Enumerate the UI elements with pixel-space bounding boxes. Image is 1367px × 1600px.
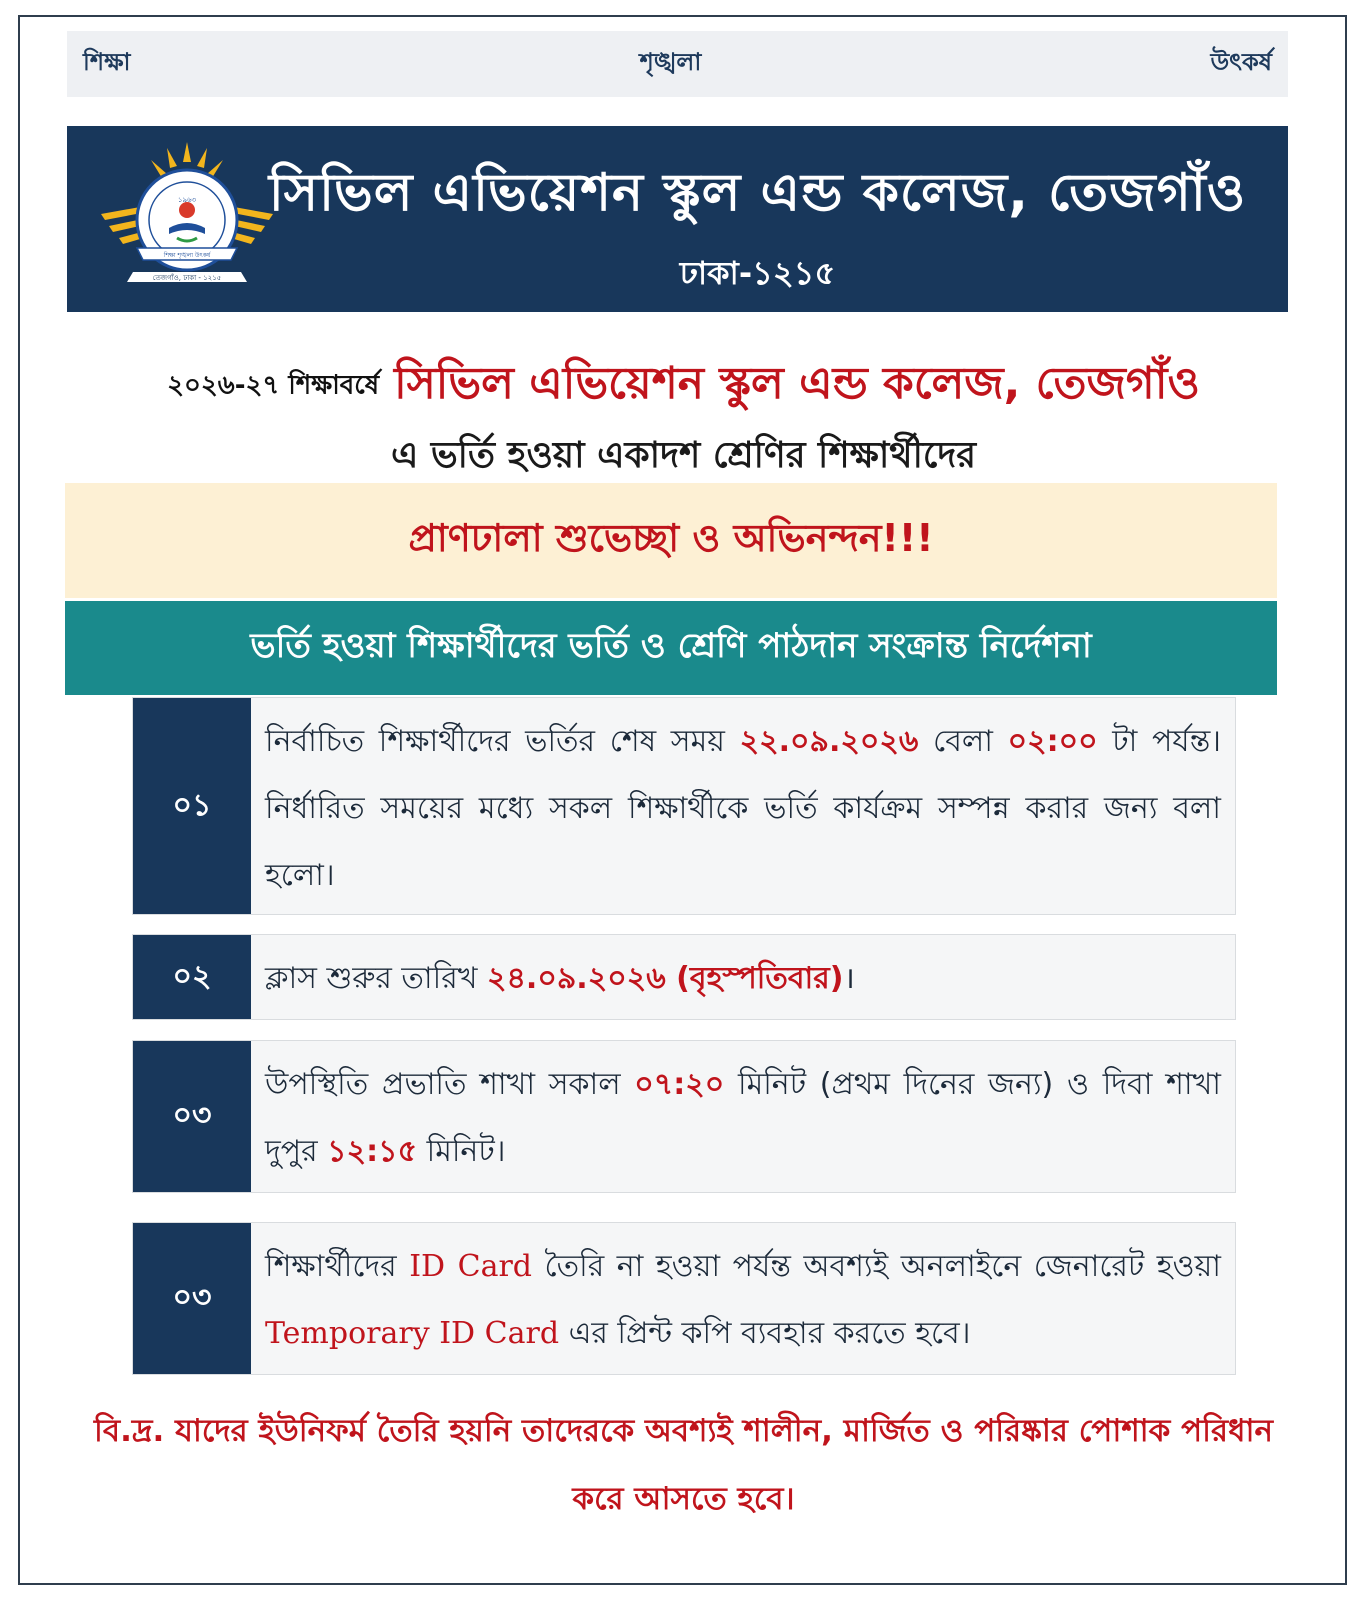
motto-right: উৎকর্ষ: [1210, 47, 1272, 76]
footnote: বি.দ্র. যাদের ইউনিফর্ম তৈরি হয়নি তাদেরকে অবশ্যই শালীন, মার্জিত ও পরিষ্কার পোশাক পরিধান করে আসতে হবে।: [94, 1413, 1273, 1517]
item-number: ০৩: [133, 1041, 251, 1192]
motto-bar: [67, 31, 1288, 97]
item-number: ০১: [133, 698, 251, 914]
item-text: ক্লাস শুরুর তারিখ ২৪.০৯.২০২৬ (বৃহস্পতিবার)।: [265, 961, 855, 996]
logo-bottom-text: তেজগাঁও, ঢাকা - ১২১৫: [152, 274, 222, 282]
congratulations-box: প্রাণঢালা শুভেচ্ছা ও অভিনন্দন!!!: [65, 483, 1277, 598]
motto-left: শিক্ষা: [83, 47, 131, 76]
intro-line-1: [0, 350, 1367, 423]
item-text: শিক্ষার্থীদের ID Card তৈরি না হওয়া পর্যন্ত অবশ্যই অনলাইনে জেনারেট হওয়া Temporary ID Card এর প্রিন্ট কপি ব্যবহার করতে হবে।: [265, 1249, 1221, 1351]
motto-center: শৃঙ্খলা: [639, 47, 702, 76]
session-prefix: ২০২৬-২৭ শিক্ষাবর্ষে: [167, 370, 380, 401]
item-number: ০২: [133, 935, 251, 1019]
school-address: ঢাকা-১২১৫: [679, 254, 836, 292]
instruction-item-1: [132, 697, 1236, 915]
intro-line-2: এ ভর্তি হওয়া একাদশ শ্রেণির শিক্ষার্থীদের: [390, 435, 977, 476]
item-number: ০৩: [133, 1223, 251, 1374]
instruction-item-4: [132, 1222, 1236, 1375]
item-text: উপস্থিতি প্রভাতি শাখা সকাল ০৭:২০ মিনিট (প্রথম দিনের জন্য) ও দিবা শাখা দুপুর ১২:১৫ মিনিট।: [265, 1067, 1221, 1169]
logo-ribbon-text: শিক্ষা শৃঙ্খলা উৎকর্ষ: [163, 252, 211, 259]
school-name-heading: সিভিল এভিয়েশন স্কুল এন্ড কলেজ, তেজগাঁও: [268, 163, 1247, 223]
intro-school-name: সিভিল এভিয়েশন স্কুল এন্ড কলেজ, তেজগাঁও: [394, 358, 1200, 409]
item-text: নির্বাচিত শিক্ষার্থীদের ভর্তির শেষ সময় ২২.০৯.২০২৬ বেলা ০২:০০ টা পর্যন্ত। নির্ধারিত সময়ের মধ্যে সকল শিক্ষার্থীকে ভর্তি কার্যক্রম সম্পন্ন করার জন্য বলা হলো।: [265, 724, 1221, 893]
section-title-bar: ভর্তি হওয়া শিক্ষার্থীদের ভর্তি ও শ্রেণি পাঠদান সংক্রান্ত নির্দেশনা: [65, 601, 1277, 695]
logo-year: ১৯৬৩: [177, 196, 197, 204]
instruction-item-2: [132, 934, 1236, 1020]
school-banner: [67, 126, 1288, 312]
instruction-item-3: [132, 1040, 1236, 1193]
school-logo: [97, 140, 277, 290]
